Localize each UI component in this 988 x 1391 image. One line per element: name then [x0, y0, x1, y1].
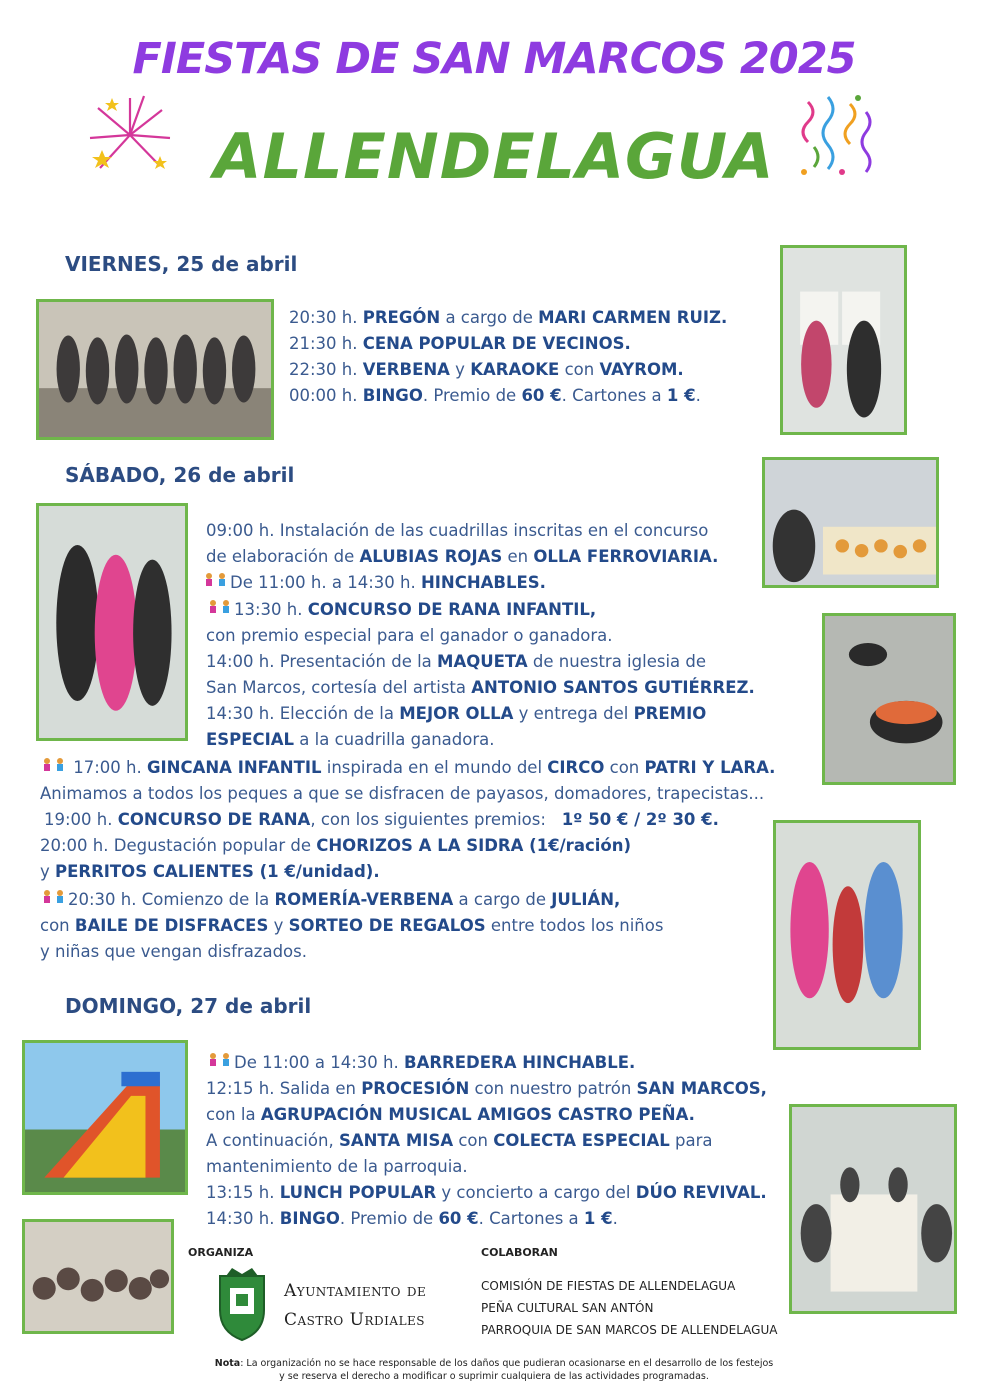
- note-label: Nota: [214, 1358, 241, 1369]
- note-line-2: y se reserva el derecho a modificar o suprimir cualquiera de las actividades programadas.: [279, 1371, 709, 1382]
- kids-icon: [202, 572, 230, 590]
- day-heading-saturday: SÁBADO, 26 de abril: [65, 463, 295, 487]
- photo-family: [773, 820, 921, 1050]
- event-saturday-17: y niñas que vengan disfrazados.: [40, 942, 307, 961]
- kids-icon: [40, 889, 68, 907]
- event-sunday-3: con la AGRUPACIÓN MUSICAL AMIGOS CASTRO PEÑA.: [206, 1105, 695, 1124]
- place-name: ALLENDELAGUA: [213, 120, 775, 193]
- collaborator-3: PARROQUIA DE SAN MARCOS DE ALLENDELAGUA: [481, 1323, 778, 1337]
- photo-cooking-pots: [822, 613, 956, 785]
- event-saturday-14: y PERRITOS CALIENTES (1 €/unidad).: [40, 862, 380, 881]
- event-saturday-5: con premio especial para el ganador o ganadora.: [206, 626, 613, 645]
- event-saturday-10: 17:00 h. GINCANA INFANTIL inspirada en el mundo del CIRCO con PATRI Y LARA.: [40, 755, 775, 781]
- event-saturday-9: ESPECIAL a la cuadrilla ganadora.: [206, 730, 495, 749]
- event-friday-2: 21:30 h. CENA POPULAR DE VECINOS.: [289, 334, 631, 353]
- kids-icon: [206, 599, 234, 617]
- photo-lunch-table: [789, 1104, 957, 1314]
- event-saturday-15: 20:30 h. Comienzo de la ROMERÍA-VERBENA a cargo de JULIÁN,: [40, 887, 620, 913]
- event-saturday-6: 14:00 h. Presentación de la MAQUETA de nuestra iglesia de: [206, 652, 707, 671]
- event-saturday-8: 14:30 h. Elección de la MEJOR OLLA y entrega del PREMIO: [206, 704, 707, 723]
- event-friday-3: 22:30 h. VERBENA y KARAOKE con VAYROM.: [289, 360, 684, 379]
- event-sunday-1: De 11:00 a 14:30 h. BARREDERA HINCHABLE.: [206, 1050, 635, 1076]
- organizer-line-1: Ayuntamiento de: [284, 1281, 427, 1301]
- colaboran-label: COLABORAN: [481, 1246, 558, 1259]
- event-saturday-1: 09:00 h. Instalación de las cuadrillas inscritas en el concurso: [206, 521, 709, 540]
- event-saturday-16: con BAILE DE DISFRACES y SORTEO DE REGALOS entre todos los niños: [40, 916, 664, 935]
- photo-cooking-table: [762, 457, 939, 588]
- photo-diplomas: [780, 245, 907, 435]
- photo-inflatable-slide: [22, 1040, 188, 1195]
- event-saturday-11: Animamos a todos los peques a que se disfracen de payasos, domadores, trapecistas...: [40, 784, 765, 803]
- note-line-1: : La organización no se hace responsable de los daños que pudieran ocasionarse en el desarrollo de los festejos: [240, 1358, 774, 1369]
- confetti-icon: [798, 92, 878, 182]
- collaborator-2: PEÑA CULTURAL SAN ANTÓN: [481, 1301, 654, 1315]
- event-saturday-12: 19:00 h. CONCURSO DE RANA, con los siguientes premios: 1º 50 € / 2º 30 €.: [44, 810, 719, 829]
- event-sunday-2: 12:15 h. Salida en PROCESIÓN con nuestro patrón SAN MARCOS,: [206, 1079, 767, 1098]
- event-sunday-5: mantenimiento de la parroquia.: [206, 1157, 468, 1176]
- event-sunday-4: A continuación, SANTA MISA con COLECTA ESPECIAL para: [206, 1131, 713, 1150]
- event-saturday-7: San Marcos, cortesía del artista ANTONIO SANTOS GUTIÉRREZ.: [206, 678, 755, 697]
- fireworks-icon: [82, 90, 177, 180]
- day-heading-sunday: DOMINGO, 27 de abril: [65, 994, 312, 1018]
- event-saturday-3: De 11:00 h. a 14:30 h. HINCHABLES.: [202, 570, 546, 596]
- event-friday-1: 20:30 h. PREGÓN a cargo de MARI CARMEN RUIZ.: [289, 308, 728, 327]
- organiza-label: ORGANIZA: [188, 1246, 254, 1259]
- day-heading-friday: VIERNES, 25 de abril: [65, 252, 298, 276]
- event-sunday-6: 13:15 h. LUNCH POPULAR y concierto a cargo del DÚO REVIVAL.: [206, 1183, 767, 1202]
- event-saturday-13: 20:00 h. Degustación popular de CHORIZOS A LA SIDRA (1€/ración): [40, 836, 632, 855]
- kids-icon: [40, 757, 68, 775]
- page-title: FIESTAS DE SAN MARCOS 2025: [132, 34, 856, 84]
- photo-group-friday: [36, 299, 274, 440]
- organizer-line-2: Castro Urdiales: [284, 1310, 426, 1330]
- kids-icon: [206, 1052, 234, 1070]
- collaborator-1: COMISIÓN DE FIESTAS DE ALLENDELAGUA: [481, 1279, 736, 1293]
- event-saturday-4: 13:30 h. CONCURSO DE RANA INFANTIL,: [206, 597, 596, 623]
- coat-of-arms-icon: [212, 1266, 272, 1342]
- photo-men-apron: [36, 503, 188, 741]
- event-friday-4: 00:00 h. BINGO. Premio de 60 €. Cartones a 1 €.: [289, 386, 701, 405]
- event-sunday-7: 14:30 h. BINGO. Premio de 60 €. Cartones a 1 €.: [206, 1209, 618, 1228]
- event-saturday-2: de elaboración de ALUBIAS ROJAS en OLLA FERROVIARIA.: [206, 547, 719, 566]
- photo-crowd: [22, 1219, 174, 1334]
- disclaimer-note: [0, 1357, 988, 1383]
